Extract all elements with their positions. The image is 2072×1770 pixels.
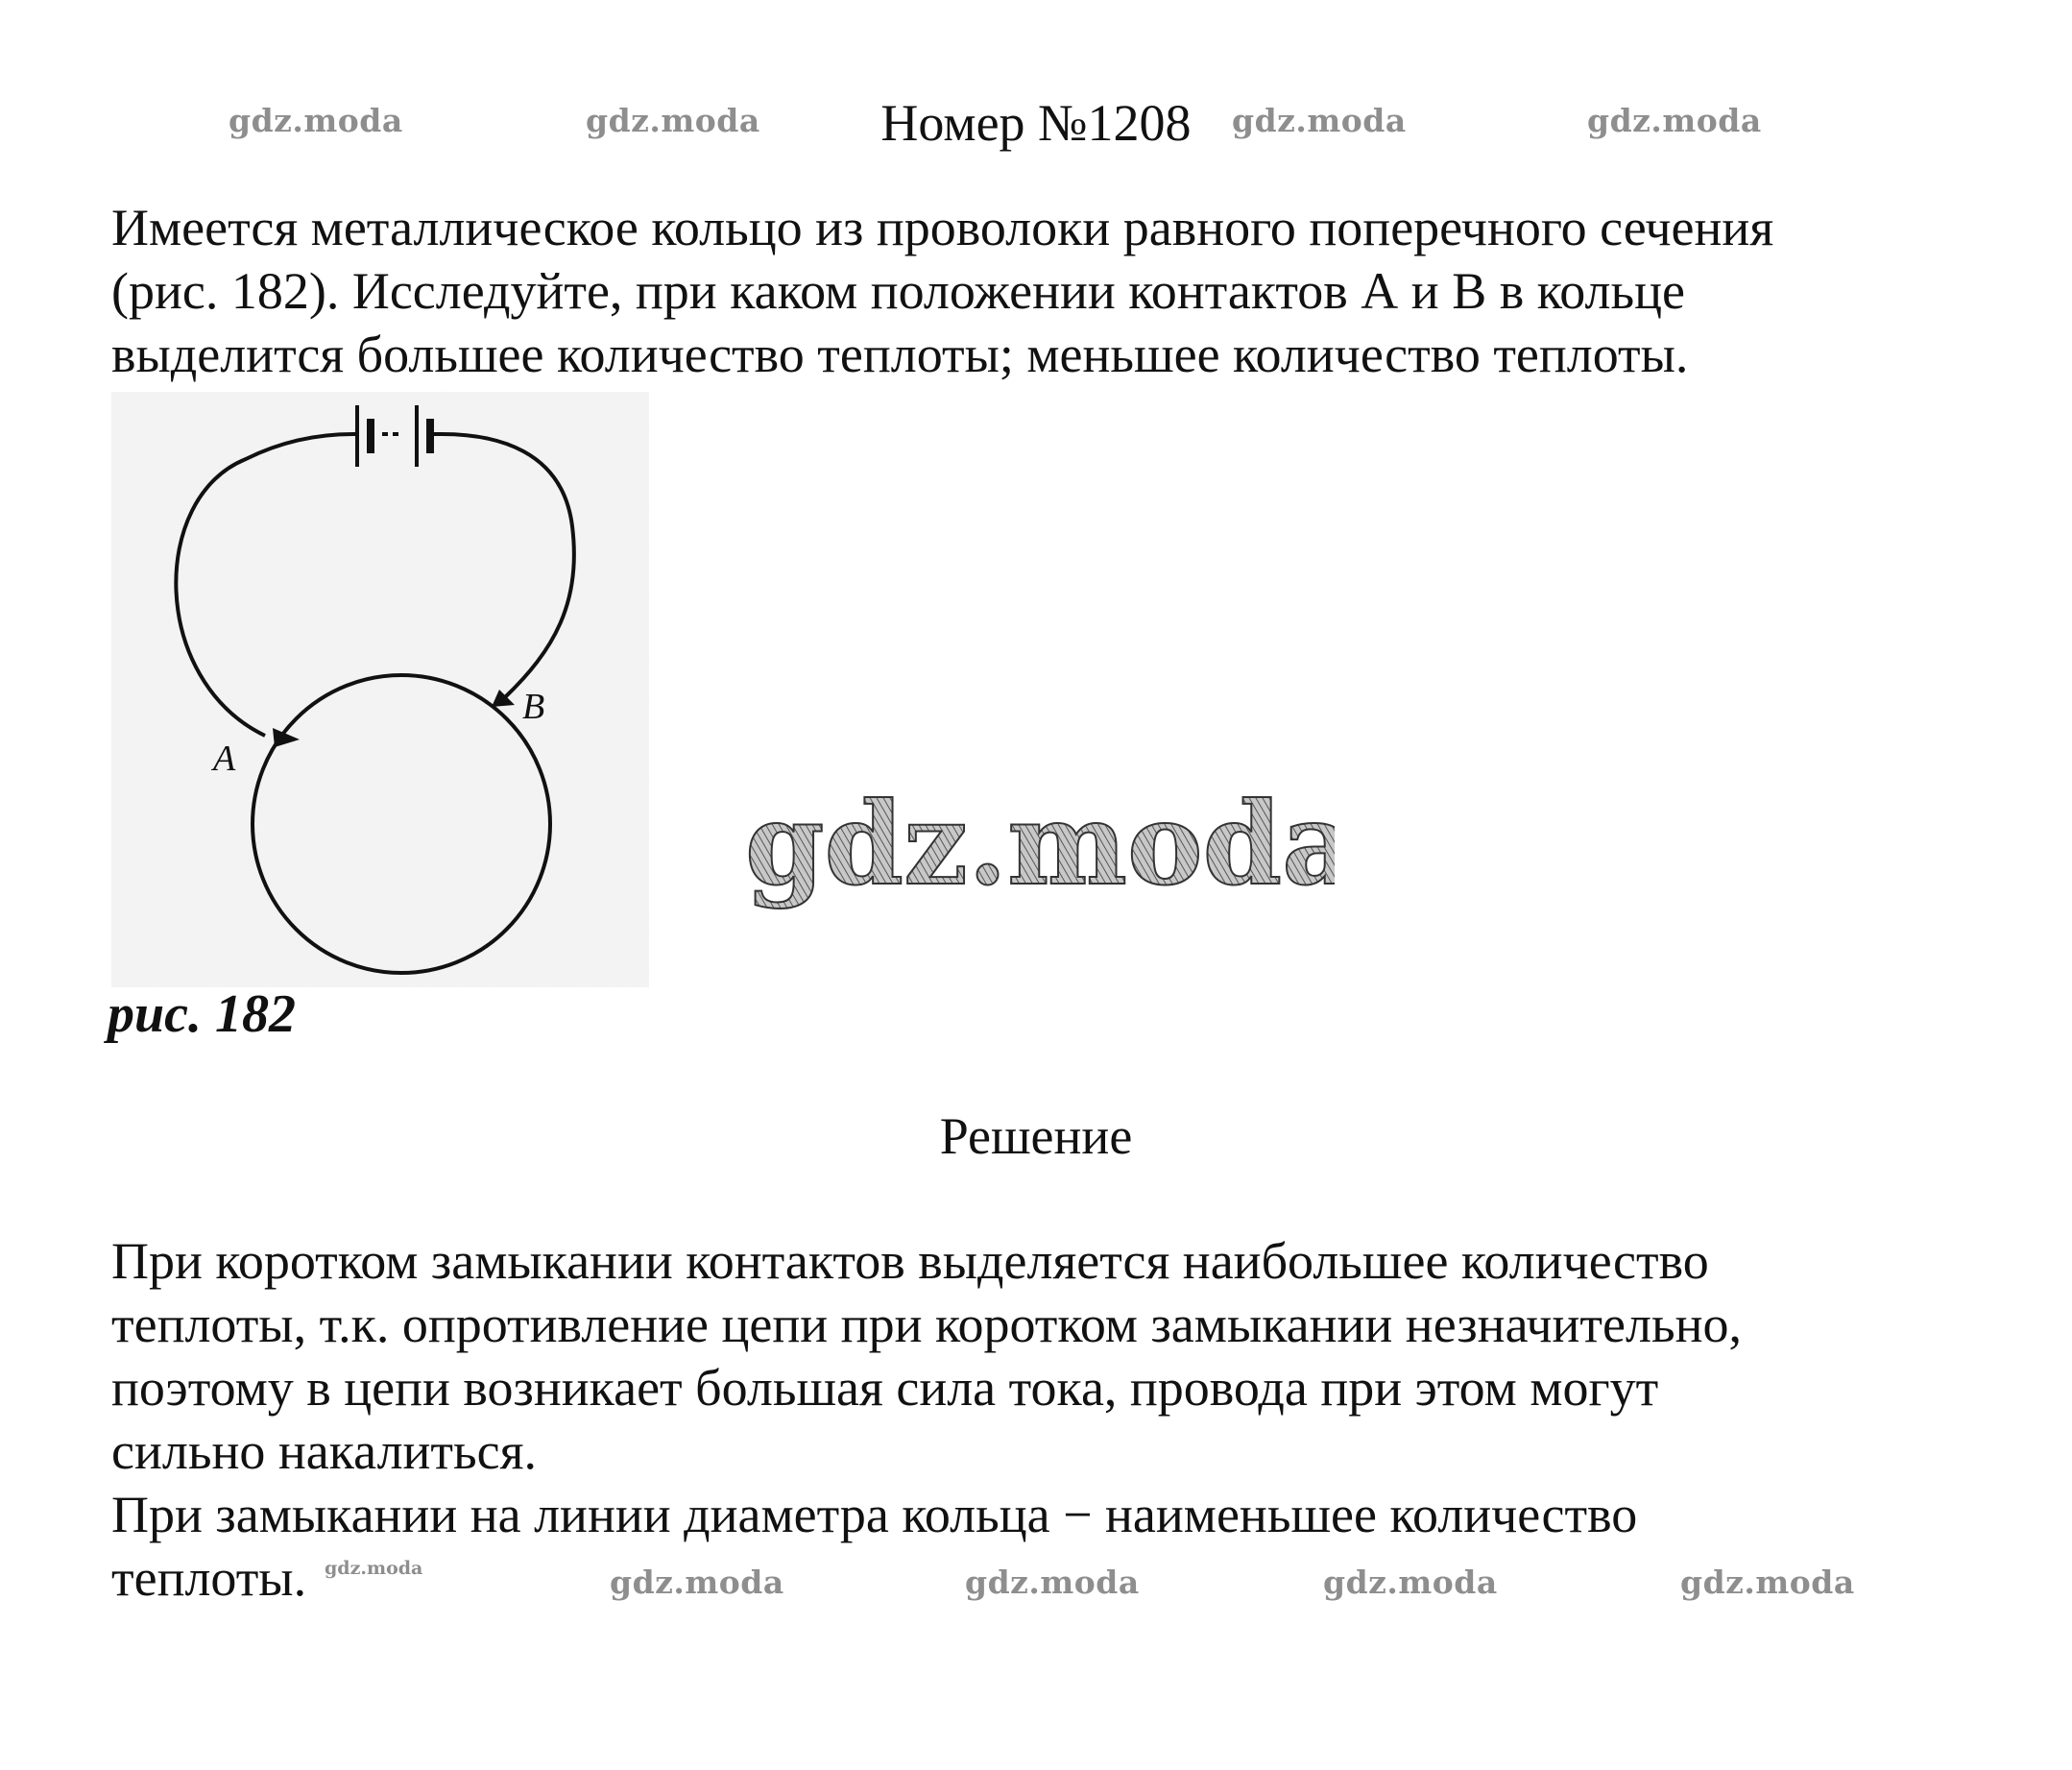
scan-noise [111, 392, 649, 987]
solution-line: При замыкании на линии диаметра кольца − наименьшее количество [111, 1486, 1638, 1543]
figure-caption: рис. 182 [108, 984, 296, 1044]
solution-heading: Решение [939, 1107, 1133, 1165]
watermark-top-4: gdz.moda [1587, 102, 1762, 139]
solution-line: При коротком замыкании контактов выделяется наибольшее количество [111, 1232, 1709, 1290]
solution-line: поэтому в цепи возникает большая сила тока, провода при этом могут [111, 1359, 1659, 1417]
figure-182 [111, 392, 649, 987]
solution-line: теплоты, т.к. опротивление цепи при коротком замыкании незначительно, [111, 1296, 1742, 1353]
watermark-large-text: gdz.moda [745, 777, 1335, 910]
watermark-bottom-tiny: gdz.moda [325, 1558, 423, 1579]
problem-line: выделится большее количество теплоты; меньшее количество теплоты. [111, 326, 1689, 383]
watermark-bottom-1: gdz.moda [610, 1564, 784, 1601]
solution-text [111, 1229, 2003, 1610]
watermark-bottom-4: gdz.moda [1680, 1564, 1855, 1601]
watermark-large [739, 768, 1335, 922]
watermark-bottom-3: gdz.moda [1323, 1564, 1498, 1601]
watermark-top-1: gdz.moda [229, 102, 403, 139]
watermark-top-2: gdz.moda [586, 102, 760, 139]
watermark-top-3: gdz.moda [1232, 102, 1407, 139]
watermark-bottom-2: gdz.moda [965, 1564, 1140, 1601]
contact-b-label: B [522, 687, 545, 727]
solution-line: сильно накалиться. [111, 1422, 537, 1480]
problem-line: Имеется металлическое кольцо из проволоки равного поперечного сечения [111, 199, 1774, 256]
problem-line: (рис. 182). Исследуйте, при каком положении контактов А и В в кольце [111, 262, 1685, 320]
contact-a-label: A [213, 739, 236, 779]
solution-line: теплоты. [111, 1549, 307, 1607]
page-title: Номер №1208 [880, 94, 1192, 152]
circuit-diagram [111, 392, 649, 987]
problem-text [111, 196, 2003, 386]
